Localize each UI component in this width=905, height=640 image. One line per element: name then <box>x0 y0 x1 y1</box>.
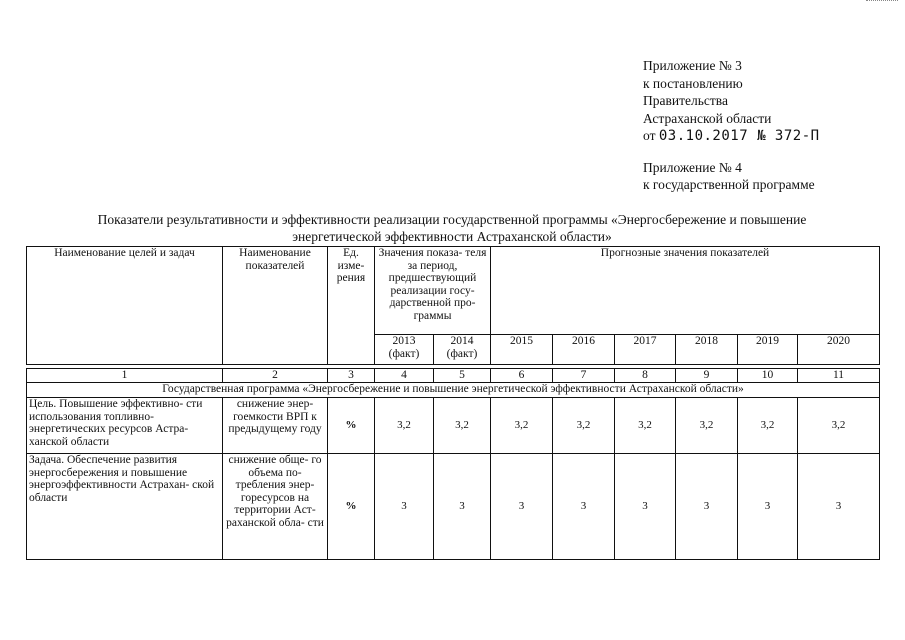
column-number: 9 <box>676 369 738 383</box>
header-goals: Наименование целей и задач <box>27 247 223 365</box>
value-cell: 3,2 <box>615 398 676 454</box>
column-number: 3 <box>328 369 375 383</box>
appendix-line: Астраханской области <box>643 110 772 126</box>
program-row <box>27 383 880 398</box>
header-year: 2015 <box>491 335 553 365</box>
appendix-line: к постановлению <box>643 75 743 91</box>
header-year: 2019 <box>738 335 798 365</box>
header-year: 2016 <box>553 335 615 365</box>
column-number: 7 <box>553 369 615 383</box>
header-indicators: Наименование показателей <box>223 247 328 365</box>
column-number-row <box>27 369 880 383</box>
value-cell: 3 <box>798 454 880 560</box>
column-number: 6 <box>491 369 553 383</box>
appendix-line: к государственной программе <box>643 177 815 192</box>
unit-cell: % <box>328 398 375 454</box>
header-unit: Ед. изме- рения <box>328 247 375 365</box>
table-row <box>27 454 880 560</box>
value-cell: 3,2 <box>553 398 615 454</box>
header-table <box>26 246 880 365</box>
header-year: 2018 <box>676 335 738 365</box>
value-cell: 3,2 <box>434 398 491 454</box>
value-cell: 3 <box>375 454 434 560</box>
unit-cell: % <box>328 454 375 560</box>
column-number: 2 <box>223 369 328 383</box>
appendix-date-value: 03.10.2017 № 372-П <box>658 128 820 144</box>
value-cell: 3 <box>676 454 738 560</box>
value-cell: 3,2 <box>676 398 738 454</box>
value-cell: 3,2 <box>491 398 553 454</box>
column-number: 8 <box>615 369 676 383</box>
indicator-cell: снижение обще- го объема по- требления энер- горесурсов на территории Аст- раханской обла- сти <box>223 454 328 560</box>
header-year: 2014 (факт) <box>434 335 491 365</box>
column-number: 5 <box>434 369 491 383</box>
appendix-date-prefix: от <box>643 128 656 143</box>
document-title <box>26 211 878 245</box>
goal-cell: Цель. Повышение эффективно- сти использования топливно- энергетических ресурсов Астра- ханской области <box>27 398 223 454</box>
title-line: Показатели результативности и эффективности реализации государственной программы «Энергосбережение и повышение <box>97 212 807 227</box>
value-cell: 3 <box>738 454 798 560</box>
header-prior-period: Значения показа- теля за период, предшествующий реализации госу- дарственной про- граммы <box>375 247 491 335</box>
appendix-date-line <box>643 127 820 146</box>
column-number: 4 <box>375 369 434 383</box>
appendix-line: Правительства <box>643 93 728 108</box>
appendix-line: Приложение № 4 <box>643 159 742 175</box>
column-number: 10 <box>738 369 798 383</box>
value-cell: 3 <box>615 454 676 560</box>
value-cell: 3,2 <box>798 398 880 454</box>
value-cell: 3,2 <box>375 398 434 454</box>
column-number: 1 <box>27 369 223 383</box>
appendix-line: Приложение № 3 <box>643 58 742 73</box>
program-name: Государственная программа «Энергосбережение и повышение энергетической эффективности Астраханской области» <box>27 383 880 398</box>
title-line: энергетической эффективности Астраханской области» <box>292 229 612 244</box>
header-forecast: Прогнозные значения показателей <box>491 247 880 335</box>
value-cell: 3 <box>553 454 615 560</box>
scan-artifact <box>866 0 898 5</box>
column-number: 11 <box>798 369 880 383</box>
header-year: 2013 (факт) <box>375 335 434 365</box>
indicator-table <box>26 368 880 560</box>
value-cell: 3,2 <box>738 398 798 454</box>
appendix-block <box>643 57 820 194</box>
value-cell: 3 <box>434 454 491 560</box>
table-row <box>27 398 880 454</box>
header-year: 2020 <box>798 335 880 365</box>
indicator-cell: снижение энер- гоемкости ВРП к предыдущему году <box>223 398 328 454</box>
header-year: 2017 <box>615 335 676 365</box>
value-cell: 3 <box>491 454 553 560</box>
task-cell: Задача. Обеспечение развития энергосбережения и повышение энергоэффективности Астрахан- ской области <box>27 454 223 560</box>
